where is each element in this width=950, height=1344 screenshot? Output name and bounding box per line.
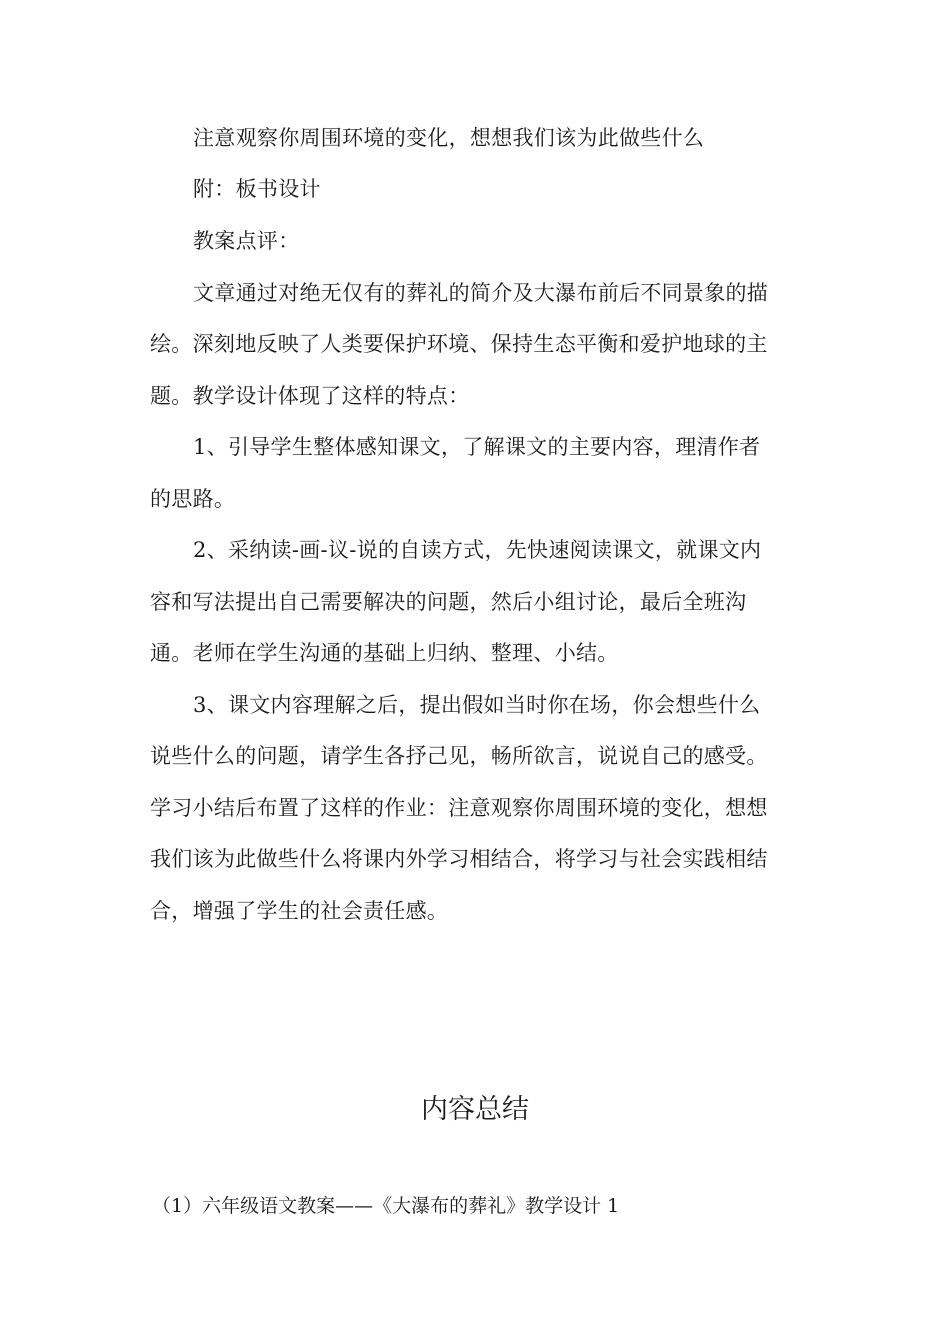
body-line: 注意观察你周围环境的变化，想想我们该为此做些什么 [193, 126, 705, 150]
body-line: 通。老师在学生沟通的基础上归纳、整理、小结。 [150, 641, 619, 665]
body-line: 说些什么的问题，请学生各抒己见，畅所欲言，说说自己的感受。 [150, 744, 768, 768]
body-line: 1、引导学生整体感知课文，了解课文的主要内容，理清作者 [193, 435, 761, 459]
body-line: 3、课文内容理解之后，提出假如当时你在场，你会想些什么 [193, 693, 761, 717]
summary-item: （1）六年级语文教案——《大瀑布的葬礼》教学设计 1 [152, 1195, 620, 1217]
body-line: 学习小结后布置了这样的作业：注意观察你周围环境的变化，想想 [150, 796, 768, 820]
body-line: 容和写法提出自己需要解决的问题，然后小组讨论，最后全班沟 [150, 590, 747, 614]
body-line: 绘。深刻地反映了人类要保护环境、保持生态平衡和爱护地球的主 [150, 332, 768, 356]
body-line: 文章通过对绝无仅有的葬礼的简介及大瀑布前后不同景象的描 [193, 281, 769, 305]
body-line: 2、采纳读-画-议-说的自读方式，先快速阅读课文，就课文内 [193, 538, 762, 562]
body-line: 教案点评： [193, 229, 300, 253]
summary-title: 内容总结 [421, 1094, 529, 1125]
body-line: 我们该为此做些什么将课内外学习相结合，将学习与社会实践相结 [150, 847, 768, 871]
body-line: 合，增强了学生的社会责任感。 [150, 899, 449, 923]
body-line: 题。教学设计体现了这样的特点： [150, 384, 470, 408]
body-line: 的思路。 [150, 487, 236, 511]
body-line: 附：板书设计 [193, 177, 321, 201]
